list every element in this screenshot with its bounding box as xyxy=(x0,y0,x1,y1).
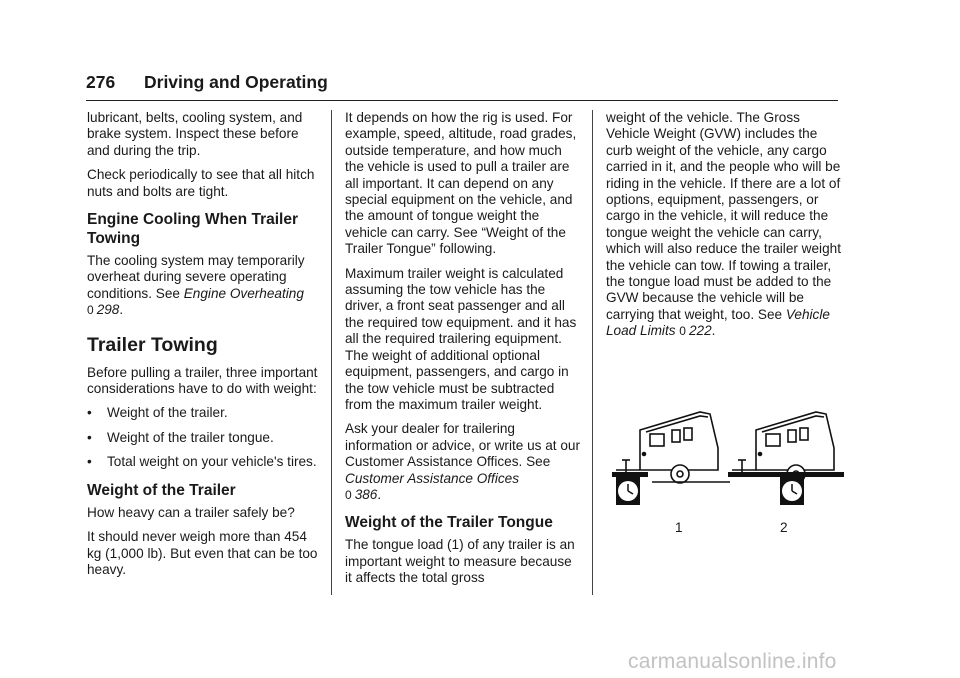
paragraph: Before pulling a trailer, three important considerations have to do with weight: xyxy=(87,364,318,397)
heading-trailer-towing: Trailer Towing xyxy=(87,333,218,356)
paragraph: Maximum trailer weight is calculated assuming the tow vehicle has the driver, a front seat passenger and all the required tow equipment. and it has all the required trailering equipment. The weight of additional optional equipment, passengers, and cargo in the tow vehicle must be subtracted from the maximum trailer weight. xyxy=(345,265,577,412)
page-reference-icon: 0 xyxy=(87,303,94,318)
paragraph: Check periodically to see that all hitch nuts and bolts are tight. xyxy=(87,167,315,199)
paragraph: Ask your dealer for trailering information or advice, or write us at our Customer Assistance Offices. See Customer Assistance Offices 0 386. xyxy=(345,421,580,502)
paragraph-text: weight of the vehicle. The Gross Vehicle Weight (GVW) includes the curb weight of the vehicle, any cargo carried in it, and the people who will be riding in the vehicle. If there are a lot of options, equipment, passengers, or cargo in the vehicle, it will reduce the tongue weight the vehicle can carry, which will also reduce the trailer weight the vehicle can tow. If towing a trailer, the tongue load must be added to the GVW because the vehicle will be carrying that weight, too. See xyxy=(606,110,841,322)
bullet-icon: • xyxy=(87,405,92,421)
list-item-text: Weight of the trailer. xyxy=(107,405,228,421)
list-item-text: Weight of the trailer tongue. xyxy=(107,429,274,445)
watermark: carmanualsonline.info xyxy=(628,650,837,673)
xref-page[interactable]: 222 xyxy=(688,323,712,339)
figure-label-1: 1 xyxy=(675,520,683,535)
heading-trailer-tongue: Weight of the Trailer Tongue xyxy=(345,514,553,532)
list-item xyxy=(87,454,319,470)
paragraph: How heavy can a trailer safely be? xyxy=(87,504,295,520)
list-item xyxy=(87,430,319,446)
trailer-weight-illustration xyxy=(612,408,844,544)
heading-engine-cooling: Engine Cooling When Trailer Towing xyxy=(87,211,298,248)
xref-page[interactable]: 386 xyxy=(354,486,378,502)
list-item-text: Total weight on your vehicle's tires. xyxy=(107,454,317,470)
list-item xyxy=(87,405,319,421)
paragraph-text: Ask your dealer for trailering information or advice, or write us at our Customer Assistance Offices. See xyxy=(345,421,580,470)
heading-weight-of-trailer: Weight of the Trailer xyxy=(87,481,236,499)
xref-page[interactable]: 298 xyxy=(96,302,120,318)
trailer-illustration-svg xyxy=(612,408,844,544)
column-divider xyxy=(592,110,593,595)
column-1 xyxy=(87,110,319,586)
page-header xyxy=(86,70,838,101)
paragraph: weight of the vehicle. The Gross Vehicle Weight (GVW) includes the curb weight of the vehicle, any cargo carried in it, and the people who will be riding in the vehicle. If there are a lot of options, equipment, passengers, or cargo in the vehicle, it will reduce the tongue weight the vehicle can carry, which will also reduce the trailer weight the vehicle can tow. If towing a trailer, the tongue load must be added to the GVW because the vehicle will be carrying that weight, too. See Vehicle Load Limits 0 222. xyxy=(606,110,841,339)
section-title: Driving and Operating xyxy=(144,72,328,92)
paragraph: The tongue load (1) of any trailer is an important weight to measure because it affects the total gross xyxy=(345,537,575,586)
column-2 xyxy=(345,110,581,595)
paragraph-text: The cooling system may temporarily overheat during severe operating conditions. See xyxy=(87,253,305,301)
page-reference-icon: 0 xyxy=(679,324,686,339)
page-number: 276 xyxy=(86,72,116,92)
scale-platform-2 xyxy=(728,472,844,477)
column-3 xyxy=(606,110,842,348)
figure-label-2: 2 xyxy=(780,520,788,535)
bullet-list xyxy=(87,405,319,470)
page-reference-icon: 0 xyxy=(345,487,352,502)
column-divider xyxy=(331,110,332,595)
xref-engine-overheating[interactable]: Engine Overheating xyxy=(183,285,304,301)
paragraph: It should never weigh more than 454 kg (1,000 lb). But even that can be too heavy. xyxy=(87,529,318,577)
paragraph: lubricant, belts, cooling system, and brake system. Inspect these before and during the trip. xyxy=(87,110,303,158)
xref-vehicle-load-limits[interactable]: Vehicle Load Limits xyxy=(606,306,830,339)
bullet-icon: • xyxy=(87,454,92,470)
bullet-icon: • xyxy=(87,429,92,445)
scale-platform-1 xyxy=(612,472,648,477)
paragraph: It depends on how the rig is used. For example, speed, altitude, road grades, outside temperature, and how much the vehicle is used to pull a trailer are all important. It can depend on any special equipment on the vehicle, and the amount of tongue weight the vehicle can carry. See “Weight of the Trailer Tongue” following. xyxy=(345,110,577,257)
paragraph: The cooling system may temporarily overheat during severe operating conditions. See Engine Overheating 0 298. xyxy=(87,253,305,318)
xref-customer-assistance[interactable]: Customer Assistance Offices xyxy=(345,470,520,486)
